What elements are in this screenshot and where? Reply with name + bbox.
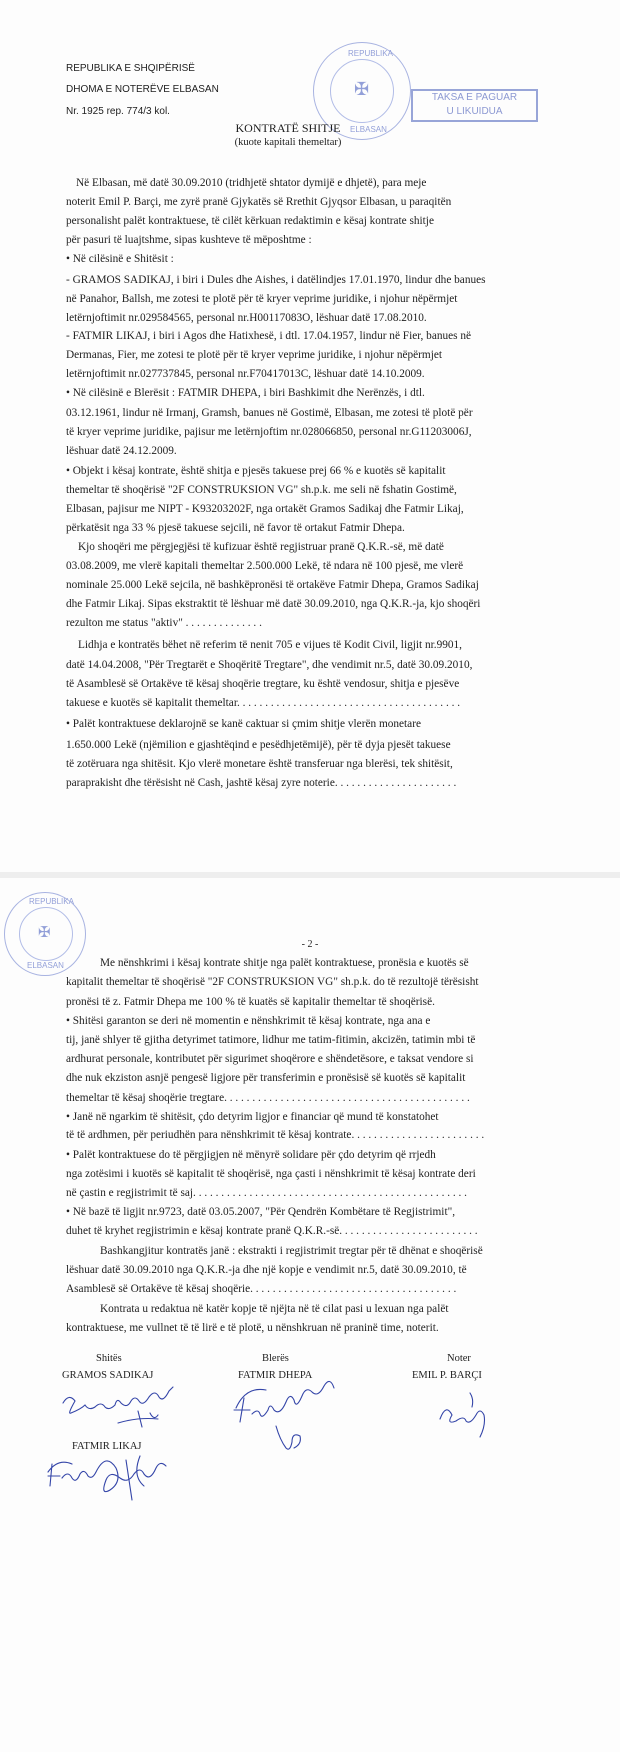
gramos-sadikaj-signature [58,1383,198,1433]
page2-line: • Në bazë të ligjit nr.9723, datë 03.05.2007, "Për Qendrën Kombëtare të Regjistrimit", [66,1206,456,1218]
page2-line: Kontrata u redaktua në katër kopje të njëjta në të cilat pasi u lexuan nga palët [100,1303,449,1315]
page1-line: për pasuri të luajtshme, sipas kushteve të mëposhtme : [66,234,312,246]
page2-line: të të ardhmen, për periudhën para nënshkrimit të kësaj kontrate. . . . . . . . . . . . . . . . . . . . . . . . [66,1129,485,1141]
page2-line: themeltar të kësaj shoqërie tregtare. . . . . . . . . . . . . . . . . . . . . . . . . . . . . . . . . . . . . . . . . . . . [66,1092,470,1104]
page2-line: dhe nuk ekziston asnjë pengesë ligjore për transferimin e pronësisë së kuotës së kapitalit [66,1072,466,1084]
page2-line: në çastin e regjistrimit të saj. . . . . . . . . . . . . . . . . . . . . . . . . . . . . . . . . . . . . . . . . . . . . . . . . [66,1187,468,1199]
notary-seal-stamp: REPUBLIKA ELBASAN ✠ [313,42,411,140]
header-reference-number: Nr. 1925 rep. 774/3 kol. [66,106,170,117]
fatmir-dhepa-signature [230,1378,350,1458]
contract-page-1 [0,0,620,872]
page2-line: • Shitësi garanton se deri në momentin e nënshkrimit të kësaj kontrate, nga ana e [66,1015,431,1027]
page1-line: • Objekt i kësaj kontrate, është shitja e pjesës takuese prej 66 % e kuotës së kapitalit [66,465,446,477]
page2-line: lëshuar datë 30.09.2010 nga Q.K.R.-ja dhe një kopje e vendimit nr.5, datë 30.09.2010, të [66,1264,467,1276]
page1-line: Dermanas, Fier, me zotesi te plotë për të kryer veprime juridike, i njohur nëpërmjet [66,349,442,361]
page1-line: • Në cilësinë e Blerësit : FATMIR DHEPA, i biri Bashkimit dhe Nerënzës, i dtl. [66,387,425,399]
contract-page-2 [0,878,620,1752]
buyer-name: FATMIR DHEPA [238,1370,313,1381]
page1-line: noterit Emil P. Barçi, me zyrë pranë Gjykatës së Rrethit Gjyqsor Elbasan, u paraqitën [66,196,452,208]
header-chamber: DHOMA E NOTERËVE ELBASAN [66,84,219,95]
page1-line: paraprakisht dhe tërësisht në Cash, jashtë kësaj zyre noterie. . . . . . . . . . . . . . . . . . . . . . [66,777,457,789]
notary-seal-stamp-2: REPUBLIKA ELBASAN ✠ [4,892,86,976]
page1-line: • Palët kontraktuese deklarojnë se kanë caktuar si çmim shitje vlerën monetare [66,718,421,730]
notary-signature [430,1383,510,1443]
page1-line: takuese e kuotës së kapitalit themeltar. . . . . . . . . . . . . . . . . . . . . . . . . . . . . . . . . . . . . . . . [66,697,461,709]
page-number: - 2 - [301,939,319,950]
fee-stamp-line-2: U LIKUIDUA [446,106,503,117]
page1-line: lëshuar datë 24.12.2009. [66,445,177,457]
page1-line: Elbasan, pajisur me NIPT - K93203202F, nga ortakët Gramos Sadikaj dhe Fatmir Likaj, [66,503,464,515]
page2-line: Asamblesë së Ortakëve të kësaj shoqërie. . . . . . . . . . . . . . . . . . . . . . . . . . . . . . . . . . . . . [66,1283,457,1295]
page1-line: - FATMIR LIKAJ, i biri i Agos dhe Hatixhesë, i dtl. 17.04.1957, lindur në Fier, banues në [66,330,472,342]
seller-role-label: Shitës [96,1353,122,1364]
notary-name: EMIL P. BARÇI [412,1370,482,1381]
page2-line: • Palët kontraktuese do të përgjigjen në mënyrë solidare për çdo detyrim që rrjedh [66,1149,436,1161]
buyer-role-label: Blerës [262,1353,289,1364]
page2-line: duhet të kryhet regjistrimin e kësaj kontrate pranë Q.K.R.-së. . . . . . . . . . . . . . . . . . . . . . . . . [66,1225,478,1237]
page1-line: personalisht palët kontraktuese, të cilët kërkuan redaktimin e kësaj kontrate shitje [66,215,434,227]
page1-line: përkatësit nga 33 % pjesë takuese sejcili, në favor të ortakut Fatmir Dhepa. [66,522,405,534]
document-title: KONTRATË SHITJE [235,121,341,135]
page1-line: në Panahor, Ballsh, me zotesi te plotë për të kryer veprime juridike, i njohur nëpërmjet [66,293,458,305]
page1-line: Kjo shoqëri me përgjegjësi të kufizuar është regjistruar pranë Q.K.R.-së, më datë [78,541,444,553]
seller-name-1: GRAMOS SADIKAJ [62,1370,154,1381]
header-republic: REPUBLIKA E SHQIPËRISË [66,63,195,74]
notary-role-label: Noter [447,1353,471,1364]
document-subtitle: (kuote kapitali themeltar) [234,137,342,148]
fatmir-likaj-signature [44,1450,204,1510]
page2-line: kapitalit themeltar të shoqërisë "2F CONSTRUKSION VG" sh.p.k. do të rezultojë tërësisht [66,976,479,988]
page2-line: • Janë në ngarkim të shitësit, çdo detyrim ligjor e financiar që mund të konstatohet [66,1111,439,1123]
fee-paid-stamp [411,89,538,122]
seller-name-2: FATMIR LIKAJ [72,1441,142,1452]
page1-line: 03.12.1961, lindur në Irmanj, Gramsh, banues në Gostimë, Elbasan, me zotesi të plotë për [66,407,473,419]
page1-line: themeltar të shoqërisë "2F CONSTRUKSION VG" sh.p.k. me seli në fshatin Gostimë, [66,484,457,496]
page1-line: nominale 25.000 Lekë sejcila, në bashkëpronësi të ortakëve Fatmir Dhepa, Gramos Sadikaj [66,579,479,591]
page1-line: 1.650.000 Lekë (njëmilion e gjashtëqind e pesëdhjetëmijë), për të dyja pjesët takuese [66,739,451,751]
page1-line: dhe Fatmir Likaj. Sipas ekstraktit të lëshuar më datë 30.09.2010, nga Q.K.R.-ja, kjo shoqëri [66,598,481,610]
page1-line: letërnjoftimit nr.029584565, personal nr.H00117083O, lëshuar datë 17.08.2010. [66,312,427,324]
page1-line: datë 14.04.2008, "Për Tregtarët e Shoqëritë Tregtare", dhe vendimit nr.5, datë 30.09.2010, [66,659,473,671]
page2-line: tij, janë shlyer të gjitha detyrimet tatimore, lidhur me tatim-fitimin, akcizën, tatimin mbi të [66,1034,476,1046]
page1-line: 03.08.2009, me vlerë kapitali themeltar 2.500.000 Lekë, të ndara në 100 pjesë, me vlerë [66,560,464,572]
page1-line: rezulton me status "aktiv" . . . . . . . . . . . . . . [66,617,262,629]
page2-line: Bashkangjitur kontratës janë : ekstrakti i regjistrimit tregtar për të dhënat e shoqërisë [100,1245,483,1257]
page1-line: të zotëruara nga shitësit. Kjo vlerë monetare është transferuar nga blerësi, tek shitësit, [66,758,453,770]
page1-line: të kryer veprime juridike, pajisur me letërnjoftim nr.028066850, personal nr.G11203006J, [66,426,472,438]
page1-line: Në Elbasan, më datë 30.09.2010 (tridhjetë shtator dymijë e dhjetë), para meje [76,177,427,189]
fee-stamp-line-1: TAKSA E PAGUAR [431,92,518,103]
page2-line: Me nënshkrimi i kësaj kontrate shitje nga palët kontraktuese, pronësia e kuotës së [100,957,469,969]
page1-line: të Asamblesë së Ortakëve të kësaj shoqërie tregtare, ku është vendosur, shitja e pjesëve [66,678,460,690]
page1-line: letërnjoftimit nr.027737845, personal nr.F70417013C, lëshuar datë 14.10.2009. [66,368,425,380]
page1-line: Lidhja e kontratës bëhet në referim të nenit 705 e vijues të Kodit Civil, ligjit nr.9901, [78,639,463,651]
page1-line: - GRAMOS SADIKAJ, i biri i Dules dhe Aishes, i datëlindjes 17.01.1970, lindur dhe banues [66,274,486,286]
page2-line: kontraktuese, me vullnet të të lirë e të plotë, u nënshkruan në praninë time, noterit. [66,1322,439,1334]
page1-line: • Në cilësinë e Shitësit : [66,253,174,265]
page2-line: pronësi të z. Fatmir Dhepa me 100 % të kuatës së kapitalir themeltar të shoqërisë. [66,996,435,1008]
page2-line: ardhurat personale, kontributet për sigurimet shoqërore e shëndetësore, e taksat vendore si [66,1053,474,1065]
page2-line: nga zotësimi i kuotës së kapitalit të shoqërisë, nga çasti i nënshkrimit të kësaj kontrate deri [66,1168,476,1180]
